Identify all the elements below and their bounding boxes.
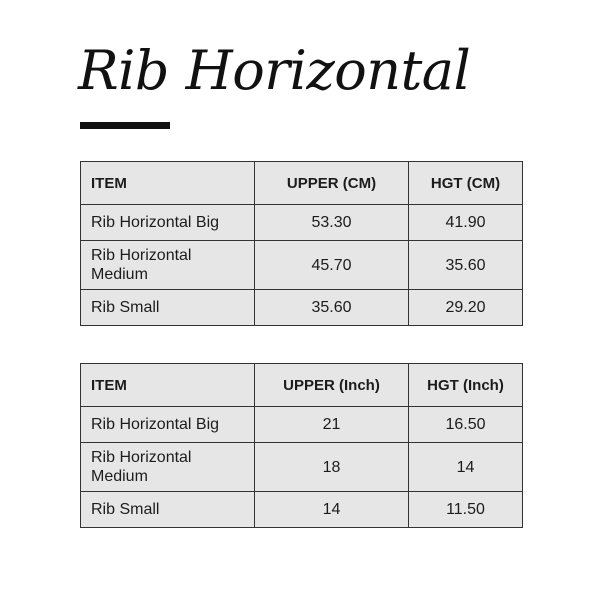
table-row [81,407,523,443]
column-header-upper: UPPER (CM) [255,162,409,205]
size-table-cm [80,161,523,326]
item-name-cell: Rib Horizontal Medium [81,443,255,492]
column-header-height: HGT (Inch) [409,364,523,407]
table-row [81,443,523,492]
item-name-cell: Rib Horizontal Big [81,205,255,241]
table-header-row [81,162,523,205]
item-name-cell: Rib Horizontal Big [81,407,255,443]
table-row [81,492,523,528]
size-table-inch [80,363,523,528]
column-header-height: HGT (CM) [409,162,523,205]
upper-value-cell: 14 [255,492,409,528]
table-row [81,205,523,241]
column-header-item: ITEM [81,364,255,407]
upper-value-cell: 35.60 [255,290,409,326]
height-value-cell: 29.20 [409,290,523,326]
upper-value-cell: 45.70 [255,241,409,290]
column-header-item: ITEM [81,162,255,205]
upper-value-cell: 18 [255,443,409,492]
height-value-cell: 35.60 [409,241,523,290]
item-name-cell: Rib Small [81,290,255,326]
height-value-cell: 11.50 [409,492,523,528]
page-title: Rib Horizontal [78,39,471,102]
upper-value-cell: 53.30 [255,205,409,241]
table-row [81,290,523,326]
table-row [81,241,523,290]
height-value-cell: 16.50 [409,407,523,443]
table-header-row [81,364,523,407]
title-underline [80,122,170,129]
column-header-upper: UPPER (Inch) [255,364,409,407]
upper-value-cell: 21 [255,407,409,443]
height-value-cell: 41.90 [409,205,523,241]
item-name-cell: Rib Small [81,492,255,528]
height-value-cell: 14 [409,443,523,492]
item-name-cell: Rib Horizontal Medium [81,241,255,290]
